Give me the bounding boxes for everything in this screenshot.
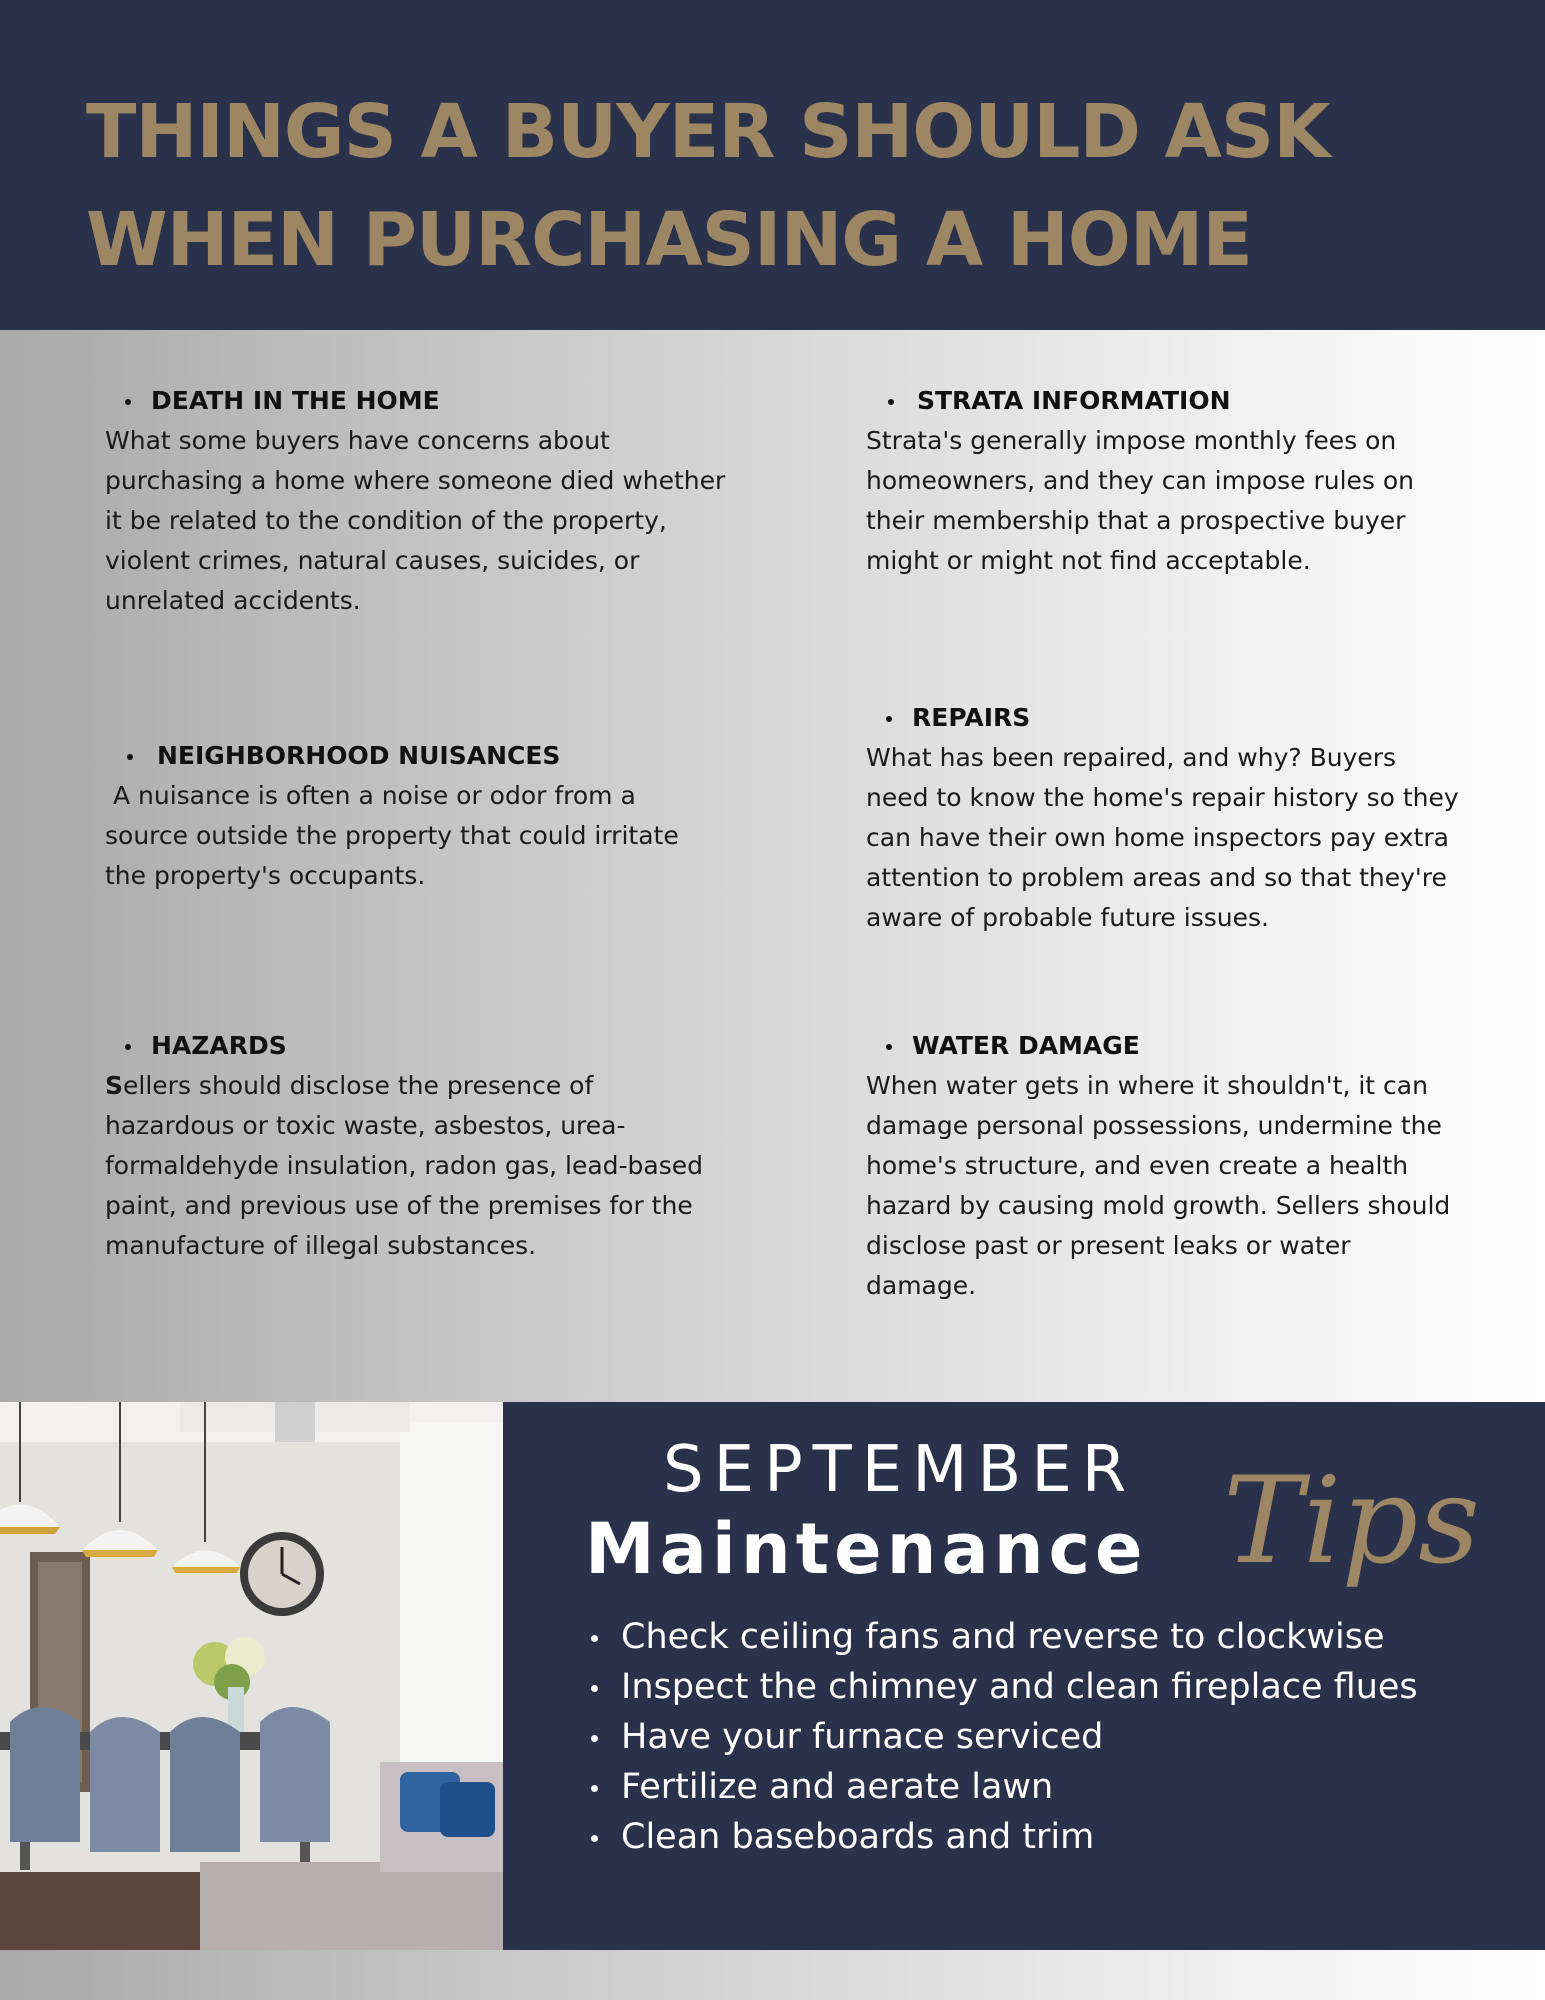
tips-month: SEPTEMBER [663, 1433, 1137, 1507]
dining-room-illustration [0, 1402, 503, 1950]
section-neighborhood-nuisances [105, 738, 705, 896]
section-title [105, 738, 705, 774]
section-body: Strata's generally impose monthly fees on homeowners, and they can impose rules on their membership that a prospective buyer might or might not find acceptable. [866, 426, 1415, 575]
section-repairs [866, 700, 1466, 938]
section-body: What has been repaired, and why? Buyers need to know the home's repair history so they can have their own home inspectors pay extra attention to problem areas and so that they're aware of probable future issues. [866, 743, 1459, 932]
section-title [866, 1028, 1466, 1064]
section-body: What some buyers have concerns about purchasing a home where someone died whether it be related to the condition of the property, violent crimes, natural causes, suicides, or unrelated accidents. [105, 426, 726, 615]
header-banner [0, 0, 1545, 330]
section-strata-information [866, 383, 1466, 581]
list-item [583, 1612, 1418, 1662]
bullet-icon [591, 1685, 598, 1692]
section-body: A nuisance is often a noise or odor from a source outside the property that could irritate the property's occupants. [105, 781, 687, 890]
section-title-text: HAZARDS [151, 1031, 287, 1060]
list-item [583, 1662, 1418, 1712]
bullet-icon [591, 1835, 598, 1842]
tip-text: Check ceiling fans and reverse to clockwise [621, 1617, 1385, 1657]
tips-script-word [1203, 1412, 1480, 1612]
section-title [866, 383, 1466, 419]
page-title: THINGS A BUYER SHOULD ASK WHEN PURCHASING A HOME [86, 89, 1330, 283]
section-body [105, 1066, 705, 1266]
section-death-in-the-home [105, 383, 745, 621]
bullet-icon [125, 1044, 131, 1050]
list-item [583, 1712, 1418, 1762]
bullet-icon [886, 716, 892, 722]
list-item [583, 1812, 1418, 1862]
section-title-text: NEIGHBORHOOD NUISANCES [157, 741, 561, 770]
drop-letter: S [105, 1071, 124, 1100]
dining-room-photo [0, 1402, 503, 1950]
section-body: When water gets in where it shouldn't, it can damage personal possessions, undermine the home's structure, and even create a health hazard by causing mold growth. Sellers should disclose past or present leaks or water damage. [866, 1071, 1451, 1300]
section-title [866, 700, 1466, 736]
list-item [583, 1762, 1418, 1812]
bullet-icon [888, 399, 894, 405]
section-title [105, 1028, 705, 1064]
tips-list [583, 1612, 1418, 1862]
tip-text: Inspect the chimney and clean fireplace flues [621, 1667, 1418, 1707]
bullet-icon [886, 1044, 892, 1050]
bullet-icon [127, 754, 133, 760]
maintenance-tips-panel [503, 1402, 1545, 1950]
section-hazards [105, 1028, 705, 1266]
section-title-text: REPAIRS [912, 703, 1031, 732]
section-body-text: ellers should disclose the presence of hazardous or toxic waste, asbestos, urea-formaldehyde insulation, radon gas, lead-based paint, and previous use of the premises for the manufacture of illegal substances. [105, 1071, 704, 1260]
section-title-text: STRATA INFORMATION [917, 386, 1231, 415]
tip-text: Have your furnace serviced [621, 1717, 1104, 1757]
section-title-text: DEATH IN THE HOME [151, 386, 440, 415]
section-title [105, 383, 745, 419]
bullet-icon [591, 1735, 598, 1742]
bullet-icon [591, 1635, 598, 1642]
tips-heading: Maintenance [585, 1508, 1148, 1590]
bullet-icon [591, 1785, 598, 1792]
tip-text: Fertilize and aerate lawn [621, 1767, 1054, 1807]
bullet-icon [125, 399, 131, 405]
tip-text: Clean baseboards and trim [621, 1817, 1095, 1857]
section-water-damage [866, 1028, 1466, 1306]
section-title-text: WATER DAMAGE [912, 1031, 1140, 1060]
tips-script-text: Tips [1223, 1452, 1480, 1591]
